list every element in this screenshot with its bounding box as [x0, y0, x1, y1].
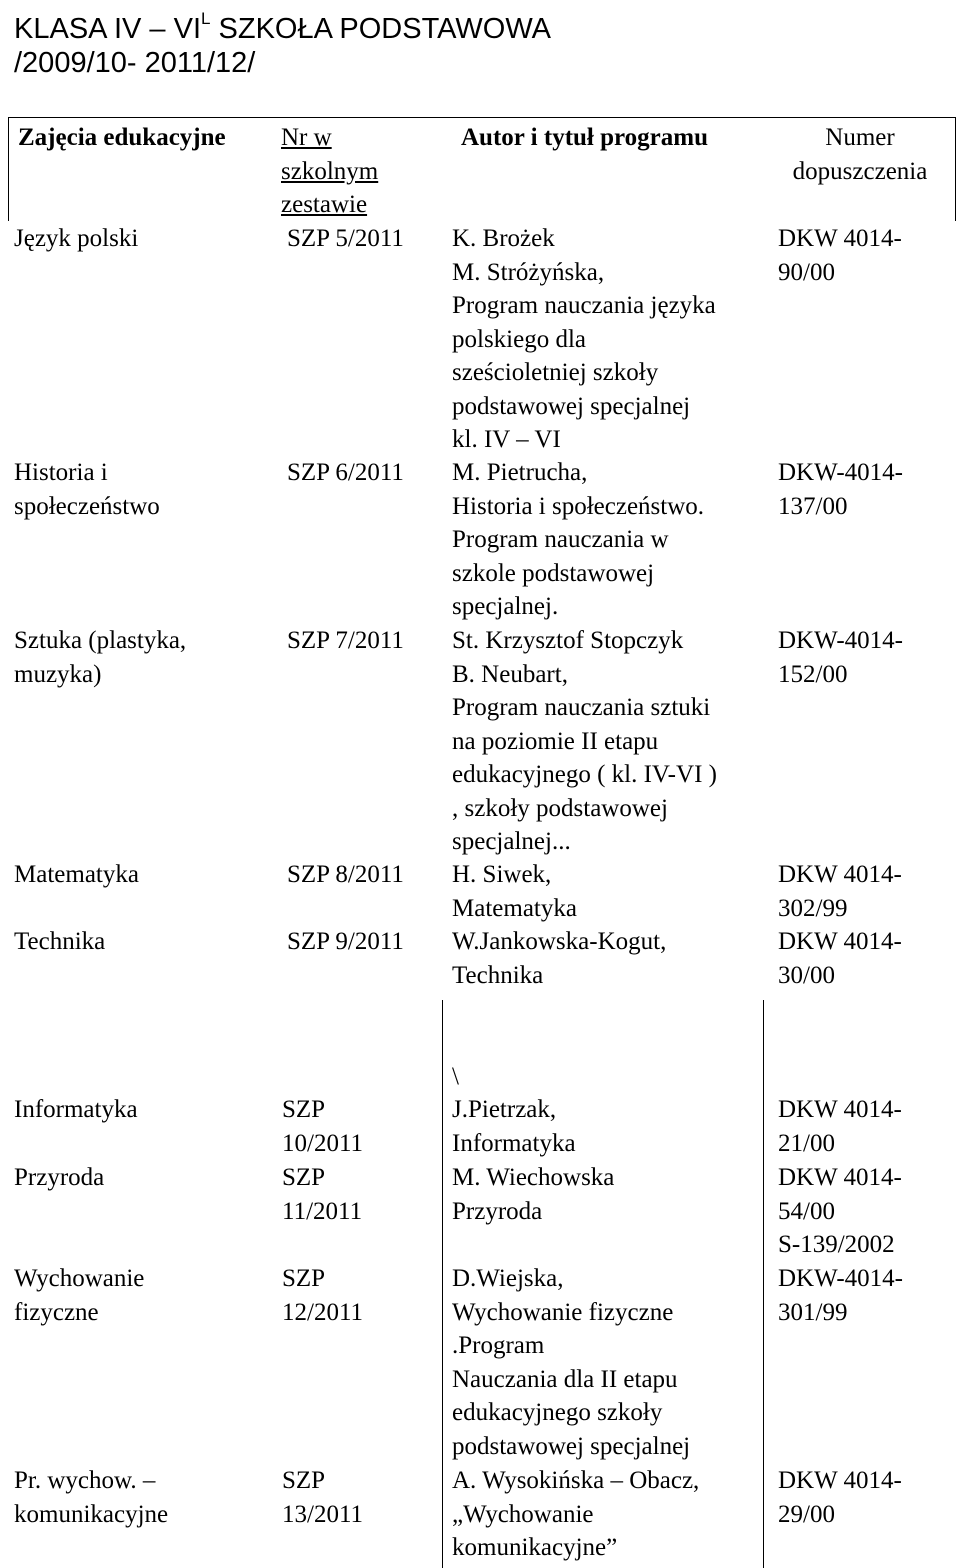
title-superscript: L: [201, 9, 211, 28]
row-nr: SZP 6/2011: [287, 459, 404, 486]
row-nr: SZP 11/2011: [282, 1164, 363, 1225]
table-top-border: [8, 117, 955, 118]
header-number: Numer dopuszczenia: [792, 124, 928, 185]
row-number: DKW-4014- 152/00: [778, 627, 903, 688]
column-divider-author: [442, 1000, 443, 1568]
row-number: DKW 4014- 54/00 S-139/2002: [778, 1164, 902, 1258]
row-number: DKW 4014- 90/00: [778, 225, 902, 286]
header-author: Autor i tytuł programu: [461, 124, 708, 151]
row-author: A. Wysokińska – Obacz, „Wychowanie komunikacyjne”: [452, 1467, 700, 1561]
row-number: DKW 4014- 21/00: [778, 1096, 902, 1157]
row-subject: Pr. wychow. – komunikacyjne: [14, 1467, 169, 1528]
row-subject: Matematyka: [14, 861, 139, 888]
row-nr: SZP 5/2011: [287, 225, 404, 252]
column-divider-number: [763, 1000, 764, 1568]
header-nr: Nr w szkolnym zestawie: [281, 124, 379, 218]
row-author-backslash: \: [452, 1063, 459, 1090]
row-subject: Technika: [14, 928, 106, 955]
row-author: M. Wiechowska Przyroda: [452, 1164, 615, 1225]
row-author: M. Pietrucha, Historia i społeczeństwo. Program nauczania w szkole podstawowej specjalnej.: [452, 459, 705, 620]
row-subject: Wychowanie fizyczne: [14, 1265, 145, 1326]
row-author: K. Brożek M. Stróżyńska, Program nauczania języka polskiego dla sześcioletniej szkoły podstawowej specjalnej kl. IV – VI: [452, 225, 716, 453]
row-author: J.Pietrzak, Informatyka: [452, 1096, 576, 1157]
row-number: DKW 4014- 30/00: [778, 928, 902, 989]
row-nr: SZP 8/2011: [287, 861, 404, 888]
header-subject: Zajęcia edukacyjne: [18, 124, 226, 151]
row-number: DKW 4014- 302/99: [778, 861, 902, 922]
row-subject: Historia i społeczeństwo: [14, 459, 160, 520]
table-left-border: [8, 117, 9, 221]
row-nr: SZP 12/2011: [282, 1265, 364, 1326]
row-subject: Język polski: [14, 225, 139, 252]
row-number: DKW 4014- 29/00: [778, 1467, 902, 1528]
title-line-2: /2009/10- 2011/12/: [14, 47, 256, 79]
row-subject: Przyroda: [14, 1164, 105, 1191]
row-author: W.Jankowska-Kogut, Technika: [452, 928, 667, 989]
table-right-border: [955, 117, 956, 221]
row-author: D.Wiejska, Wychowanie fizyczne .Program Nauczania dla II etapu edukacyjnego szkoły podstawowej specjalnej: [452, 1265, 691, 1460]
row-subject: Sztuka (plastyka, muzyka): [14, 627, 187, 688]
page-title: [14, 2, 551, 80]
row-nr: SZP 10/2011: [282, 1096, 364, 1157]
row-nr: SZP 7/2011: [287, 627, 404, 654]
row-number: DKW-4014- 301/99: [778, 1265, 903, 1326]
row-subject: Informatyka: [14, 1096, 138, 1123]
row-author: H. Siwek, Matematyka: [452, 861, 577, 922]
row-nr: SZP 9/2011: [287, 928, 404, 955]
row-nr: SZP 13/2011: [282, 1467, 364, 1528]
row-author: St. Krzysztof Stopczyk B. Neubart, Program nauczania sztuki na poziomie II etapu edukacyjnego ( kl. IV-VI ) , szkoły podstawowej specjalnej...: [452, 627, 717, 855]
row-number: DKW-4014- 137/00: [778, 459, 903, 520]
title-line-1: KLASA IV – $VI^L$ SZKOŁA PODSTAWOWA: [14, 9, 551, 45]
